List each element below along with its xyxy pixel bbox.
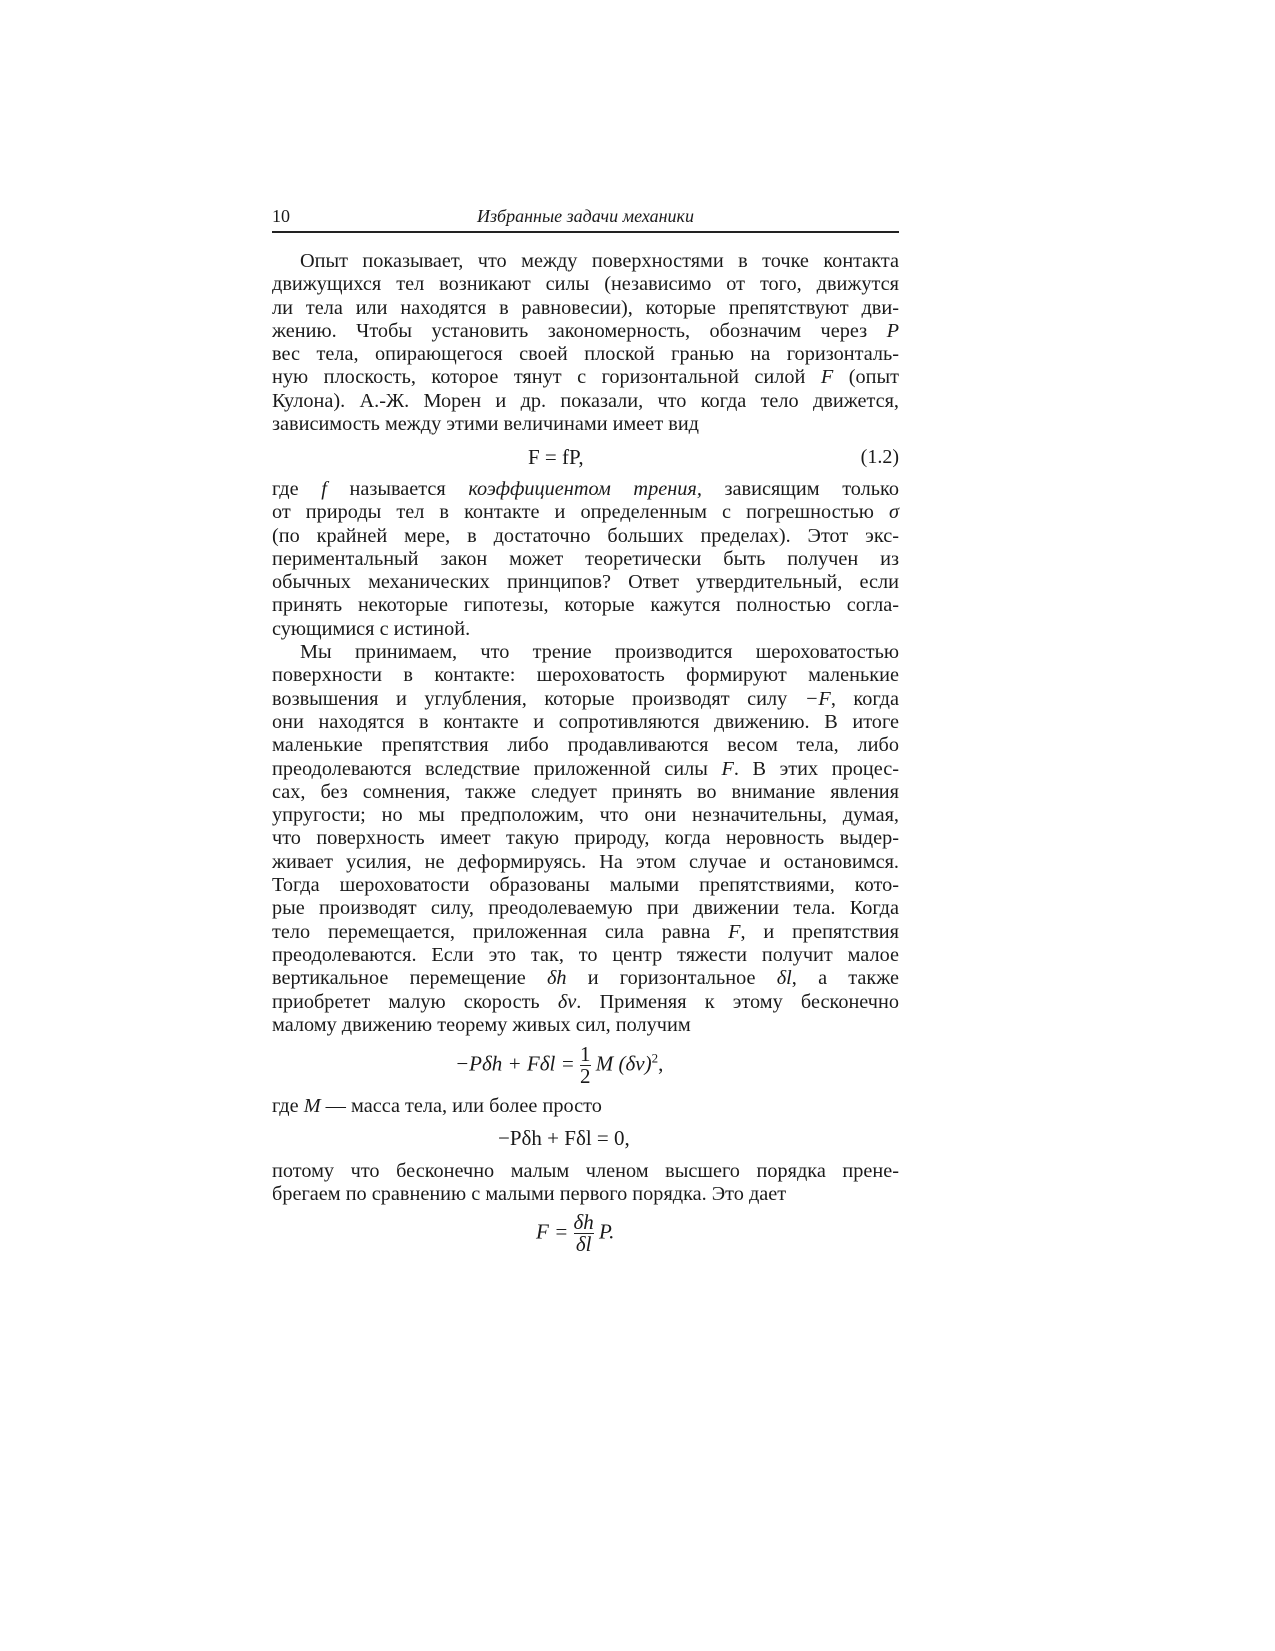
- text-line: [272, 967, 899, 990]
- running-title: Избранные задачи механики: [477, 206, 694, 226]
- text-run: и горизонтальное: [566, 967, 777, 990]
- text-run: живает усилия, не деформируясь. На этом случае и остановимся.: [272, 850, 899, 873]
- header-rule: [272, 231, 899, 233]
- italic-text: −F: [804, 687, 831, 710]
- text-run: вес тела, опирающегося своей плоской гранью на горизонталь-: [272, 343, 899, 366]
- text-line: [272, 1014, 899, 1037]
- text-line: [272, 273, 899, 296]
- text-line: [272, 781, 899, 804]
- text-run: зависимость между этими величинами имеет вид: [272, 413, 699, 436]
- text-run: приобретет малую скорость: [272, 990, 558, 1013]
- text-line: [272, 501, 899, 524]
- text-line: [272, 478, 899, 501]
- fraction-denominator: δl: [574, 1233, 594, 1255]
- text-run: принять некоторые гипотезы, которые кажутся полностью согла-: [272, 594, 899, 617]
- text-run: периментальный закон может теоретически быть получен из: [272, 547, 899, 570]
- text-line: [272, 297, 899, 320]
- equation-formula: F = fP,: [528, 445, 584, 469]
- text-run: движущихся тел возникают силы (независимо от того, движутся: [272, 273, 899, 296]
- text-line: [272, 664, 899, 687]
- text-run: сующимися с истиной.: [272, 617, 471, 640]
- text-run: — масса тела, или более просто: [320, 1095, 602, 1117]
- text-line: [272, 413, 899, 436]
- text-line: [272, 827, 899, 850]
- fraction-numerator: δh: [573, 1210, 594, 1234]
- italic-text: M: [303, 1095, 321, 1117]
- text-run: . В этих процес-: [733, 757, 899, 780]
- text-run: . Применяя к этому бесконечно: [576, 990, 899, 1013]
- text-run: ную плоскость, которое тянут с горизонтальной силой: [272, 366, 821, 389]
- text-run: от природы тел в контакте и определенным с погрешностью: [272, 501, 889, 524]
- equation-1-2: [272, 446, 899, 470]
- text-run: Мы принимаем, что трение производится шероховатостью: [300, 641, 899, 664]
- text-line: [272, 641, 899, 664]
- text-run: называется: [326, 478, 469, 500]
- equation-final: [272, 1212, 899, 1262]
- equation-rhs: M (δv): [595, 1051, 652, 1076]
- text-line: [272, 851, 899, 874]
- text-run: зависящим только: [701, 478, 900, 500]
- mass-line: [272, 1095, 899, 1118]
- text-run: рые производят силу, преодолеваемую при движении тела. Когда: [272, 897, 899, 920]
- text-line: [272, 711, 899, 734]
- italic-text: δh: [546, 967, 567, 990]
- text-run: вертикальное перемещение: [272, 967, 547, 990]
- italic-text: F: [820, 366, 834, 389]
- text-line: [272, 734, 899, 757]
- paragraph-3: [272, 1160, 899, 1207]
- text-line: [272, 390, 899, 413]
- fraction-denominator: 2: [580, 1064, 591, 1088]
- text-run: ли тела или находятся в равновесии), которые препятствуют дви-: [272, 296, 899, 319]
- text-line: [272, 366, 899, 389]
- text-run: что поверхность имеет такую природу, когда неровность выдер-: [272, 827, 899, 850]
- italic-text: f: [321, 478, 327, 500]
- text-run: Опыт показывает, что между поверхностями в точке контакта: [300, 250, 899, 272]
- italic-text: σ: [888, 501, 899, 524]
- text-run: упругости; но мы предположим, что они незначительны, думая,: [272, 804, 899, 827]
- text-run: , и препятствия: [740, 920, 899, 943]
- italic-text: δl: [776, 967, 792, 990]
- text-line: [272, 921, 899, 944]
- text-run: тело перемещается, приложенная сила равна: [272, 920, 729, 943]
- text-line: [272, 758, 899, 781]
- text-run: брегаем по сравнению с малыми первого порядка. Это дает: [272, 1183, 787, 1206]
- text-line: [272, 804, 899, 827]
- text-run: они находятся в контакте и сопротивляются движению. В итоге: [272, 710, 899, 733]
- italic-text: F: [721, 757, 734, 780]
- italic-text: F: [728, 920, 741, 943]
- text-line: [272, 1183, 899, 1206]
- equation-lhs: F =: [536, 1219, 574, 1244]
- text-run: где: [272, 1095, 304, 1117]
- equation-number: (1.2): [860, 446, 899, 468]
- text-run: маленькие препятствия либо продавливаются весом тела, либо: [272, 734, 899, 757]
- text-line: [272, 250, 899, 273]
- text-run: где: [272, 478, 322, 500]
- italic-text: P: [886, 319, 899, 342]
- page-number: 10: [272, 206, 290, 226]
- running-header: [272, 206, 899, 230]
- text-run: Тогда шероховатости образованы малыми препятствиями, кото-: [272, 874, 899, 897]
- text-run: преодолеваются вследствие приложенной силы: [272, 757, 722, 780]
- text-line: [272, 1160, 899, 1183]
- text-line: [272, 944, 899, 967]
- paragraph-1: [272, 250, 899, 436]
- text-line: [272, 343, 899, 366]
- text-run: (опыт: [833, 366, 899, 389]
- text-run: (по крайней мере, в достаточно больших пределах). Этот экс-: [272, 524, 899, 547]
- text-run: малому движению теорему живых сил, получим: [272, 1013, 691, 1036]
- fraction-numerator: 1: [580, 1042, 591, 1066]
- paragraph-2: [272, 478, 899, 1037]
- text-line: [272, 991, 899, 1014]
- text-line: [272, 548, 899, 571]
- equation-tail: ,: [658, 1051, 664, 1076]
- equation-exponent: 2: [651, 1050, 659, 1066]
- equation-rhs: P.: [599, 1219, 615, 1244]
- text-line: [272, 594, 899, 617]
- text-line: [272, 1095, 899, 1118]
- text-run: жению. Чтобы установить закономерность, обозначим через: [272, 319, 887, 342]
- text-run: возвышения и углубления, которые производят силу: [272, 687, 805, 710]
- text-run: , когда: [830, 687, 899, 710]
- text-run: поверхности в контакте: шероховатость формируют маленькие: [272, 664, 899, 687]
- text-line: [272, 897, 899, 920]
- italic-text: δv: [557, 990, 577, 1013]
- text-line: [272, 320, 899, 343]
- text-line: [272, 618, 899, 641]
- text-run: сах, без сомнения, также следует принять во внимание явления: [272, 780, 899, 803]
- text-run: потому что бесконечно малым членом высшего порядка прене-: [272, 1160, 899, 1182]
- text-run: , а также: [791, 967, 899, 990]
- equation-energy: [272, 1044, 899, 1094]
- text-line: [272, 525, 899, 548]
- text-run: преодолеваются. Если это так, то центр тяжести получит малое: [272, 943, 899, 966]
- text-run: обычных механических принципов? Ответ утвердительный, если: [272, 571, 899, 594]
- text-line: [272, 571, 899, 594]
- equation-lhs: −Pδh + Fδl =: [455, 1051, 581, 1076]
- equation-simple: [272, 1127, 899, 1151]
- text-run: Кулона). А.-Ж. Морен и др. показали, что когда тело движется,: [272, 389, 899, 412]
- text-line: [272, 688, 899, 711]
- equation-formula: −Pδh + Fδl = 0,: [498, 1126, 630, 1150]
- text-line: [272, 874, 899, 897]
- italic-text: коэффициентом трения,: [468, 478, 702, 500]
